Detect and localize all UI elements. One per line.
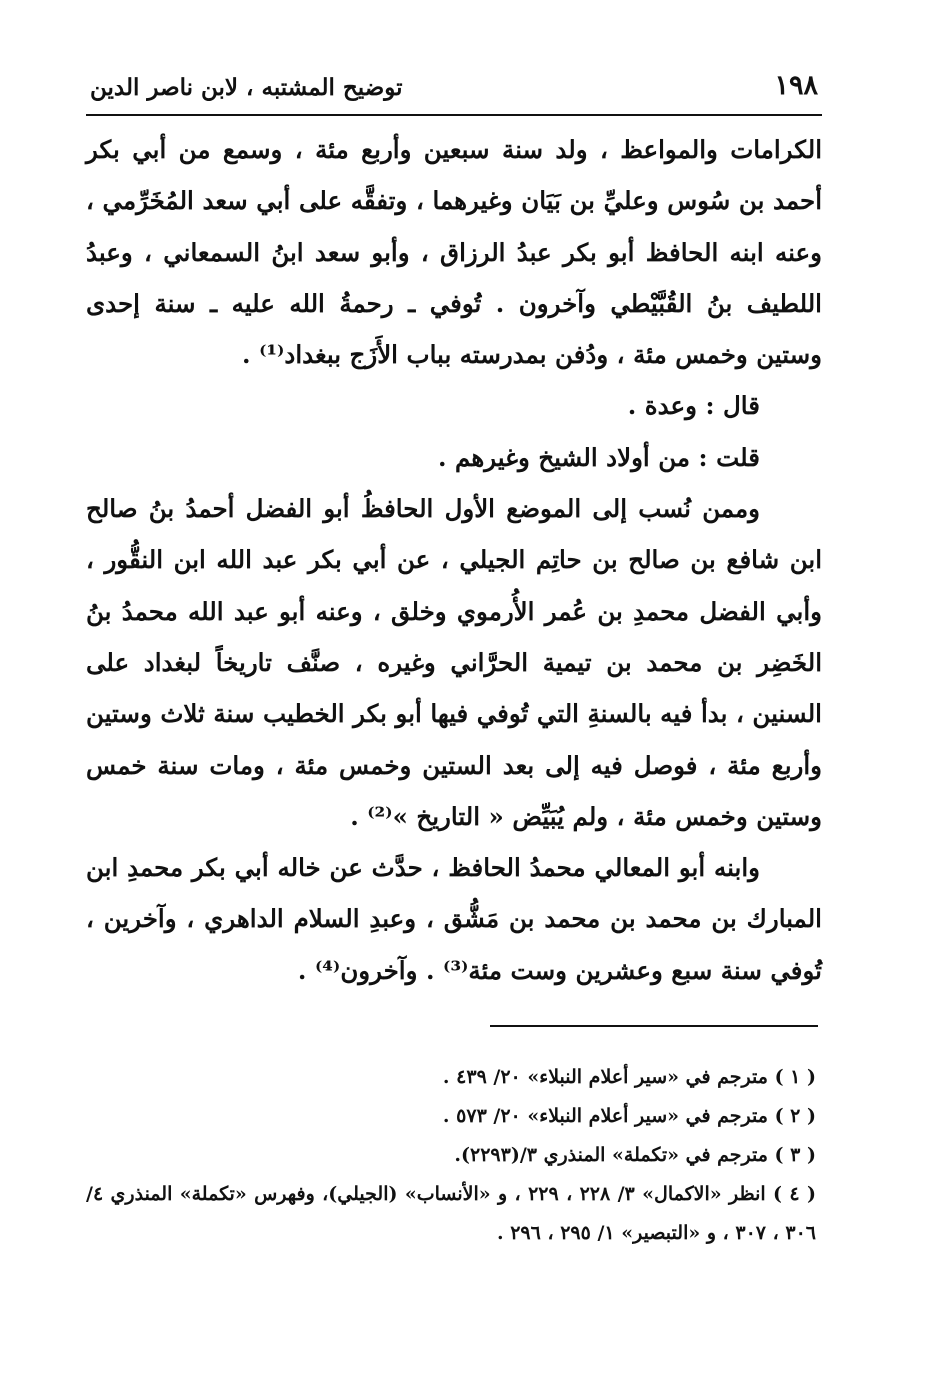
running-title: توضيح المشتبه ، لابن ناصر الدين <box>90 74 403 101</box>
paragraph: قال : وعدة . <box>627 391 760 421</box>
footnote: ( ١ ) مترجم في «سير أعلام النبلاء» ٢٠/ ٤٣٩ . <box>442 1066 816 1088</box>
page-header <box>86 66 822 116</box>
page-number: ١٩٨ <box>774 70 818 101</box>
footnote: ( ٤ ) انظر «الاكمال» ٣/ ٢٢٨ ، ٢٢٩ ، و «الأنساب» (الجيلي)، وفهرس «تكملة» المنذري ٤/ ٣٠٦ ، ٣٠٧ ، و «التبصير» ١/ ٢٩٥ ، ٢٩٦ . <box>86 1183 816 1244</box>
footnote: ( ٣ ) مترجم في «تكملة» المنذري ٣/(٢٢٩٣). <box>454 1144 816 1166</box>
footnote-separator <box>490 1025 818 1027</box>
footnotes <box>86 1058 816 1253</box>
paragraph: وممن نُسب إلى الموضع الأول الحافظُ أبو الفضل أحمدُ بنُ صالح ابن شافع بن صالح بن حاتِم الجيلي ، عن أبي بكر عبد الله ابن النقُّور ، وأبي الفضل محمدِ بن عُمر الأُرموي وخلق ، وعنه أبو عبد الله محمدُ بنُ الخَضِر بن محمد بن تيمية الحرَّاني وغيره ، صنَّف تاريخاً لبغداد على السنين ، بدأ فيه بالسنةِ التي تُوفي فيها أبو بكر الخطيب سنة ثلاث وستين وأربع مئة ، فوصل فيه إلى بعد الستين وخمس مئة ، ومات سنة خمس وستين وخمس مئة ، ولم يُبَيِّض « التاريخ »⁽²⁾ . <box>86 494 822 831</box>
paragraph: قلت : من أولاد الشيخ وغيرهم . <box>437 442 760 472</box>
paragraph: الكرامات والمواعظ ، ولد سنة سبعين وأربع مئة ، وسمع من أبي بكر أحمد بن سُوس وعليِّ بن بَيَان وغيرهما ، وتفقَّه على أبي سعد المُخَرِّمي ، وعنه ابنه الحافظ أبو بكر عبدُ الرزاق ، وأبو سعد ابنُ السمعاني ، وعبدُ اللطيف بنُ القُبَّيْطي وآخرون . تُوفي ـ رحمةُ الله عليه ـ سنة إحدى وستين وخمس مئة ، ودُفن بمدرسته بباب الأَزَج ببغداد⁽¹⁾ . <box>86 135 822 370</box>
paragraph: وابنه أبو المعالي محمدُ الحافظ ، حدَّث عن خاله أبي بكر محمدِ ابن المبارك بن محمد بن محمد بن مَشُّق ، وعبدِ السلام الداهري ، وآخرين ، تُوفي سنة سبع وعشرين وست مئة⁽³⁾ . وآخرون⁽⁴⁾ . <box>86 853 822 985</box>
main-text <box>86 124 822 996</box>
footnote: ( ٢ ) مترجم في «سير أعلام النبلاء» ٢٠/ ٥٧٣ . <box>442 1105 816 1127</box>
